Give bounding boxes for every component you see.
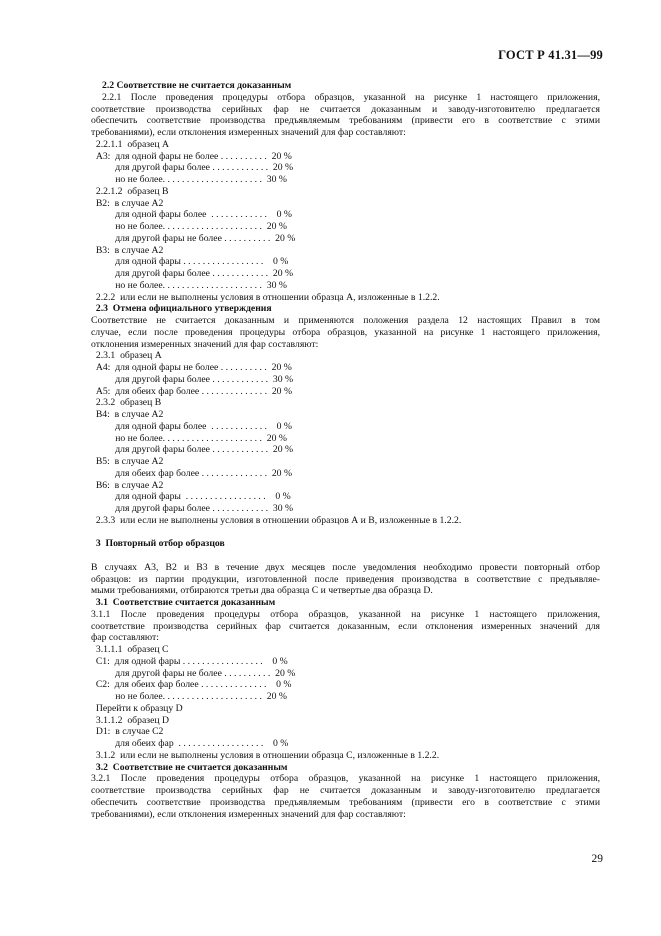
- text-line: 3 Повторный отбор образцов: [91, 538, 225, 550]
- text-line: D1: в случае С2: [91, 726, 164, 738]
- text-line: 2.3.2 образец В: [91, 397, 162, 409]
- text-line: В5: в случае А2: [91, 456, 164, 467]
- text-line: требованиями), если отклонения измеренных значений для фар составляют:: [91, 127, 406, 138]
- text-line: 2.2.1.1 образец А: [91, 138, 169, 150]
- text-line: для другой фары более . . . . . . . . . . . . 20 %: [91, 444, 294, 456]
- text-line: мыми требованиями, отбираются третьи два образца С и четвертые два образца D.: [91, 585, 433, 597]
- text-line: образцов: из партии продукции, изготовленной после приведения производства в соответствие с предъявляе-: [91, 573, 600, 585]
- text-line: для одной фары более . . . . . . . . . . . . 0 %: [91, 420, 292, 432]
- text-line: 2.2.2 или если не выполнены условия в отношении образца А, изложенные в 1.2.2.: [91, 291, 440, 303]
- text-line: 3.2.1 После проведения процедуры отбора образцов, указанной на рисунке 1 настоящего приложения,: [91, 773, 600, 785]
- text-line: но не более. . . . . . . . . . . . . . . . . . . . . 30 %: [91, 279, 287, 291]
- text-line: но не более. . . . . . . . . . . . . . . . . . . . . 20 %: [91, 221, 287, 232]
- spacer: [91, 550, 600, 562]
- spacer: [91, 527, 600, 539]
- text-line: соответствие производства серийных фар не считается доказанным и заводу-изготовителю предлагается: [91, 785, 600, 796]
- text-line: 3.1 Соответствие считается доказанным: [91, 597, 276, 608]
- text-line: 3.1.1 После проведения процедуры отбора образцов, указанной на рисунке 1 настоящего приложения,: [91, 608, 600, 620]
- text-line: В3: в случае А2: [91, 244, 164, 256]
- text-line: но не более. . . . . . . . . . . . . . . . . . . . . 20 %: [91, 432, 287, 444]
- text-line: 2.3.1 образец А: [91, 350, 162, 362]
- text-line: В6: в случае А2: [91, 479, 164, 491]
- text-line: 2.3.3 или если не выполнены условия в отношении образцов А и В, изложенные в 1.2.2.: [91, 514, 462, 526]
- document-body: [91, 80, 600, 820]
- text-line: Перейти к образцу D: [91, 702, 183, 714]
- text-line: для одной фары . . . . . . . . . . . . . . . . . 0 %: [91, 491, 291, 503]
- text-line: отклонения измеренных значений для фар составляют:: [91, 338, 319, 350]
- text-line: 2.2.1 После проведения процедуры отбора образцов, указанной на рисунке 1 настоящего приложения,: [102, 91, 600, 103]
- text-line: С2: для обеих фар более . . . . . . . . . . . . . . 0 %: [91, 679, 292, 691]
- text-line: для обеих фар более . . . . . . . . . . . . . . 20 %: [91, 467, 293, 479]
- text-line: обеспечить соответствие производства предъявляемым требованиям (привести его в соответствие с этими: [91, 115, 600, 127]
- text-line: для одной фары более . . . . . . . . . . . . 0 %: [91, 209, 292, 221]
- text-line: Соответствие не считается доказанным и применяются положения раздела 12 настоящих Правил в том: [91, 315, 600, 326]
- text-line: 3.2 Соответствие не считается доказанным: [91, 761, 288, 773]
- text-line: для другой фары более . . . . . . . . . . . . 30 %: [91, 503, 294, 514]
- text-line: для другой фары не более . . . . . . . . . . 20 %: [91, 667, 296, 679]
- text-line: 3.1.2 или если не выполнены условия в отношении образца С, изложенные в 1.2.2.: [91, 749, 440, 761]
- text-line: для другой фары не более . . . . . . . . . . 20 %: [91, 232, 296, 244]
- text-line: А4: для одной фары не более . . . . . . . . . . 20 %: [91, 362, 292, 373]
- document-header: ГОСТ Р 41.31—99: [498, 48, 603, 62]
- text-line: С1: для одной фары . . . . . . . . . . . . . . . . . 0 %: [91, 655, 288, 667]
- text-line: требованиями), если отклонения измеренных значений для фар составляют:: [91, 808, 406, 820]
- page-number: 29: [591, 853, 603, 865]
- text-line: для другой фары более . . . . . . . . . . . . 20 %: [91, 268, 294, 279]
- text-line: соответствие производства серийных фар считается доказанным, если отклонения измеренных значений для: [91, 620, 600, 632]
- text-line: В4: в случае А2: [91, 409, 164, 420]
- text-line: обеспечить соответствие производства предъявляемым требованиям (привести его в соответствие с этими: [91, 796, 600, 808]
- text-line: 2.2.1.2 образец В: [91, 185, 169, 197]
- text-line: 2.2 Соответствие не считается доказанным: [102, 80, 292, 91]
- text-line: случае, если после проведения процедуры отбора образцов, указанной на рисунке 1 настоящего приложения,: [91, 326, 600, 338]
- text-line: для другой фары более . . . . . . . . . . . . 20 %: [91, 162, 294, 174]
- text-line: для одной фары . . . . . . . . . . . . . . . . . 0 %: [91, 256, 289, 268]
- text-line: но не более. . . . . . . . . . . . . . . . . . . . . 30 %: [91, 174, 287, 185]
- text-line: но не более. . . . . . . . . . . . . . . . . . . . . 20 %: [91, 691, 287, 702]
- text-line: для обеих фар . . . . . . . . . . . . . . . . . . 0 %: [91, 738, 289, 749]
- text-line: А3: для одной фары не более . . . . . . . . . . 20 %: [91, 150, 292, 162]
- text-line: соответствие производства серийных фар не считается доказанным и заводу-изготовителю предлагается: [91, 103, 600, 115]
- text-line: фар составляют:: [91, 632, 159, 644]
- text-line: 3.1.1.1 образец С: [91, 644, 169, 655]
- text-line: для другой фары более . . . . . . . . . . . . 30 %: [91, 373, 294, 385]
- text-line: 3.1.1.2 образец D: [91, 714, 169, 726]
- text-line: В случаях А3, В2 и В3 в течение двух месяцев после уведомления необходимо провести повторный отбор: [91, 561, 600, 573]
- text-line: А5: для обеих фар более . . . . . . . . . . . . . . 20 %: [91, 385, 293, 397]
- text-line: В2: в случае А2: [91, 197, 164, 209]
- text-line: 2.3 Отмена официального утверждения: [91, 303, 272, 315]
